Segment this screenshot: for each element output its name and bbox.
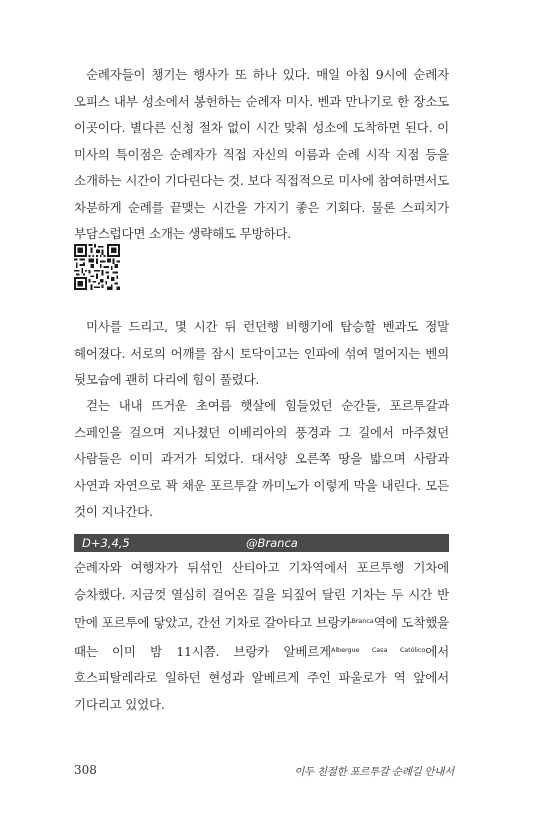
running-title: 이두 친절한 포르투갈 순례길 안내서 — [294, 766, 454, 778]
page-number: 308 — [74, 763, 97, 777]
paragraph-text-part: 에서 호스피탈레라로 일하던 현성과 알베르게 주인 파울로가 역 앞에서 기다리고 있었다. — [74, 643, 449, 712]
paragraph-text-part: 순례자와 여행자가 뒤섞인 산티아고 기차역에서 포르투행 기차에 승차했다. 지금껏 열심히 걸어온 길을 되짚어 달린 기차는 두 시간 반 만에 포르투에 닿았고, 간선 기차로 갈아타고 브랑카 — [74, 560, 449, 630]
paragraph-journey-ends: 걷는 내내 뜨거운 초여름 햇살에 힘들었던 순간들, 포르투갈과 스페인을 걸으며 지나쳤던 이베리아의 풍경과 그 길에서 마주쳤던 사람들은 이미 과거가 되었다. 대서양 오른쪽 땅을 밟으며 사람과 사연과 자연으로 꽉 채운 포르투갈 까미노가 이렇게 막을 내린다. 모든 것이 지나간다. — [74, 398, 449, 519]
section-header-bar — [74, 534, 449, 552]
paragraph-text-part: 역에 도착했을 때는 이미 밤 11시쯤. 브랑카 알베르게 — [74, 615, 449, 659]
qr-code-icon — [74, 244, 120, 290]
section-place-label: @Branca — [246, 536, 298, 550]
paragraph-pilgrim-mass: 순례자들이 챙기는 행사가 또 하나 있다. 매일 아침 9시에 순례자 오피스 내부 성소에서 봉헌하는 순례자 미사. 벤과 만나기로 한 장소도 이곳이다. 별다른 신청 절차 없이 시간 맞춰 성소에 도착하면 된다. 이 미사의 특이점은 순례자가 직접 자신의 이름과 순례 시작 지점 등을 소개하는 시간이 기다린다는 것. 보다 직접적으로 미사에 참여하면서도 차분하게 순례를 끝맺는 시간을 가지기 좋은 기회다. 물론 스피치가 부담스럽다면 소개는 생략해도 무방하다. — [74, 67, 449, 241]
paragraph-farewell-ben: 미사를 드리고, 몇 시간 뒤 런던행 비행기에 탑승할 벤과도 정말 헤어졌다. 서로의 어깨를 잠시 토닥이고는 인파에 섞여 멀어지는 벤의 뒷모습에 괜히 다리에 힘이 풀렸다. — [74, 319, 449, 387]
paragraph-train-to-branca — [74, 555, 449, 718]
footnote-branca: Branca — [351, 617, 374, 625]
footnote-albergue: Albergue Casa Católico — [330, 645, 426, 654]
section-day-label: D+3,4,5 — [82, 536, 130, 550]
